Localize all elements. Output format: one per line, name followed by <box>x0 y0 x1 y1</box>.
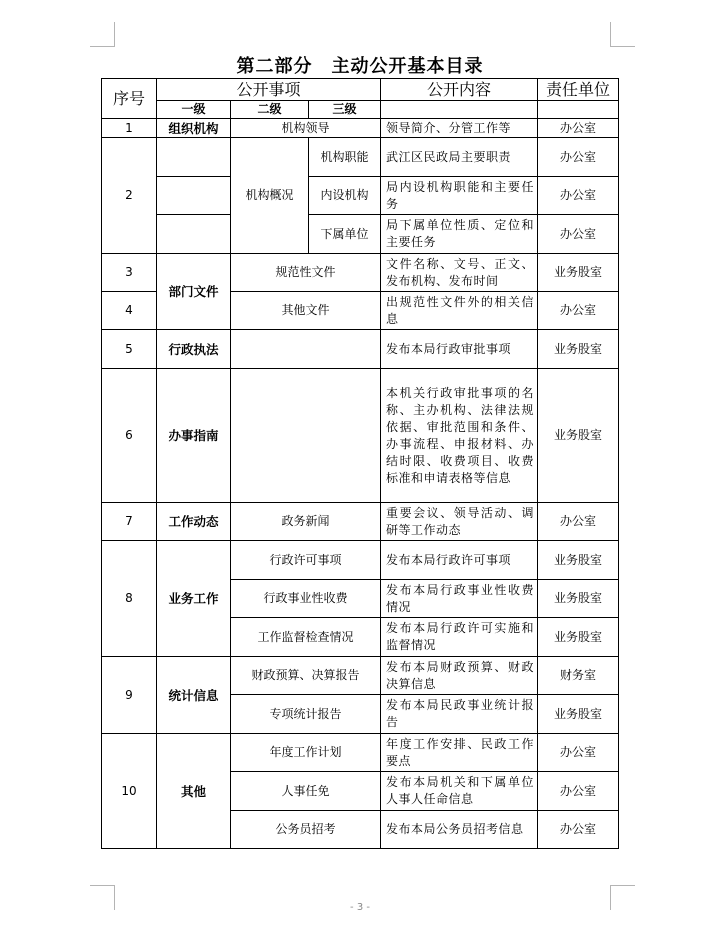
unit-cell: 办公室 <box>538 811 619 849</box>
crop-mark-top-left <box>90 22 115 47</box>
level2-cell: 公务员招考 <box>231 811 381 849</box>
level2-cell: 人事任免 <box>231 772 381 811</box>
header-level2: 二级 <box>231 101 309 119</box>
unit-cell: 办公室 <box>538 138 619 177</box>
content-cell: 发布本局行政许可事项 <box>381 541 538 580</box>
table-row <box>102 541 619 580</box>
table-row <box>102 138 619 177</box>
empty-cell <box>157 138 231 177</box>
row-number: 1 <box>102 119 157 138</box>
level2-cell: 其他文件 <box>231 292 381 330</box>
row-number: 10 <box>102 734 157 849</box>
header-level1: 一级 <box>157 101 231 119</box>
table-row <box>102 119 619 138</box>
level2-cell: 机构概况 <box>231 138 309 254</box>
table-subheader-row <box>102 101 619 119</box>
content-cell: 发布本局机关和下属单位人事人任命信息 <box>381 772 538 811</box>
row-number: 3 <box>102 254 157 292</box>
header-unit: 责任单位 <box>538 79 619 101</box>
content-cell: 重要会议、领导活动、调研等工作动态 <box>381 503 538 541</box>
content-cell: 年度工作安排、民政工作要点 <box>381 734 538 772</box>
table-row <box>102 734 619 772</box>
content-cell: 发布本局公务员招考信息 <box>381 811 538 849</box>
unit-cell: 业务股室 <box>538 541 619 580</box>
content-cell: 发布本局行政事业性收费情况 <box>381 580 538 618</box>
unit-cell: 办公室 <box>538 503 619 541</box>
level1-cell: 工作动态 <box>157 503 231 541</box>
unit-cell: 办公室 <box>538 292 619 330</box>
level1-cell: 业务工作 <box>157 541 231 657</box>
level2-cell: 专项统计报告 <box>231 695 381 734</box>
empty-cell <box>231 369 381 503</box>
level3-cell: 下属单位 <box>309 215 381 254</box>
unit-cell: 业务股室 <box>538 618 619 657</box>
table-row <box>102 503 619 541</box>
level2-cell: 年度工作计划 <box>231 734 381 772</box>
empty-cell <box>231 330 381 369</box>
unit-cell: 办公室 <box>538 177 619 215</box>
crop-mark-top-right <box>610 22 635 47</box>
table-row <box>102 369 619 503</box>
page-number: - 3 - <box>350 902 370 913</box>
empty-cell <box>538 101 619 119</box>
level1-cell: 部门文件 <box>157 254 231 330</box>
header-level3: 三级 <box>309 101 381 119</box>
unit-cell: 业务股室 <box>538 580 619 618</box>
unit-cell: 办公室 <box>538 772 619 811</box>
row-number: 5 <box>102 330 157 369</box>
page-title: 第二部分 主动公开基本目录 <box>236 56 484 77</box>
level2-cell: 行政事业性收费 <box>231 580 381 618</box>
row-number: 7 <box>102 503 157 541</box>
level1-cell: 其他 <box>157 734 231 849</box>
unit-cell: 业务股室 <box>538 254 619 292</box>
content-cell: 发布本局民政事业统计报告 <box>381 695 538 734</box>
level1-cell: 办事指南 <box>157 369 231 503</box>
unit-cell: 业务股室 <box>538 330 619 369</box>
unit-cell: 办公室 <box>538 215 619 254</box>
header-items: 公开事项 <box>157 79 381 101</box>
content-cell: 发布本局行政许可实施和监督情况 <box>381 618 538 657</box>
row-number: 8 <box>102 541 157 657</box>
unit-cell: 财务室 <box>538 657 619 695</box>
content-cell: 局内设机构职能和主要任务 <box>381 177 538 215</box>
row-number: 2 <box>102 138 157 254</box>
level2-cell: 财政预算、决算报告 <box>231 657 381 695</box>
level3-cell: 机构职能 <box>309 138 381 177</box>
table-row <box>102 177 619 215</box>
content-cell: 发布本局财政预算、财政决算信息 <box>381 657 538 695</box>
table-row <box>102 215 619 254</box>
level2-cell: 工作监督检查情况 <box>231 618 381 657</box>
level1-cell: 统计信息 <box>157 657 231 734</box>
table-row <box>102 254 619 292</box>
content-cell: 出规范性文件外的相关信息 <box>381 292 538 330</box>
content-cell: 局下属单位性质、定位和主要任务 <box>381 215 538 254</box>
row-number: 9 <box>102 657 157 734</box>
content-cell: 武江区民政局主要职责 <box>381 138 538 177</box>
row-number: 6 <box>102 369 157 503</box>
level2-cell: 行政许可事项 <box>231 541 381 580</box>
level1-cell: 组织机构 <box>157 119 231 138</box>
unit-cell: 办公室 <box>538 119 619 138</box>
header-content: 公开内容 <box>381 79 538 101</box>
empty-cell <box>381 101 538 119</box>
empty-cell <box>157 177 231 215</box>
content-cell: 文件名称、文号、正文、发布机构、发布时间 <box>381 254 538 292</box>
content-cell: 领导简介、分管工作等 <box>381 119 538 138</box>
level2-cell: 规范性文件 <box>231 254 381 292</box>
level2-cell: 机构领导 <box>231 119 381 138</box>
content-cell: 发布本局行政审批事项 <box>381 330 538 369</box>
table-row <box>102 330 619 369</box>
level3-cell: 内设机构 <box>309 177 381 215</box>
content-cell: 本机关行政审批事项的名称、主办机构、法律法规依据、审批范围和条件、办事流程、申报材料、办结时限、收费项目、收费标准和申请表格等信息 <box>381 369 538 503</box>
empty-cell <box>157 215 231 254</box>
table-header-row <box>102 79 619 101</box>
unit-cell: 办公室 <box>538 734 619 772</box>
level2-cell: 政务新闻 <box>231 503 381 541</box>
unit-cell: 业务股室 <box>538 369 619 503</box>
level1-cell: 行政执法 <box>157 330 231 369</box>
row-number: 4 <box>102 292 157 330</box>
unit-cell: 业务股室 <box>538 695 619 734</box>
disclosure-catalog-table <box>101 78 619 849</box>
table-row <box>102 657 619 695</box>
header-seq: 序号 <box>102 79 157 119</box>
